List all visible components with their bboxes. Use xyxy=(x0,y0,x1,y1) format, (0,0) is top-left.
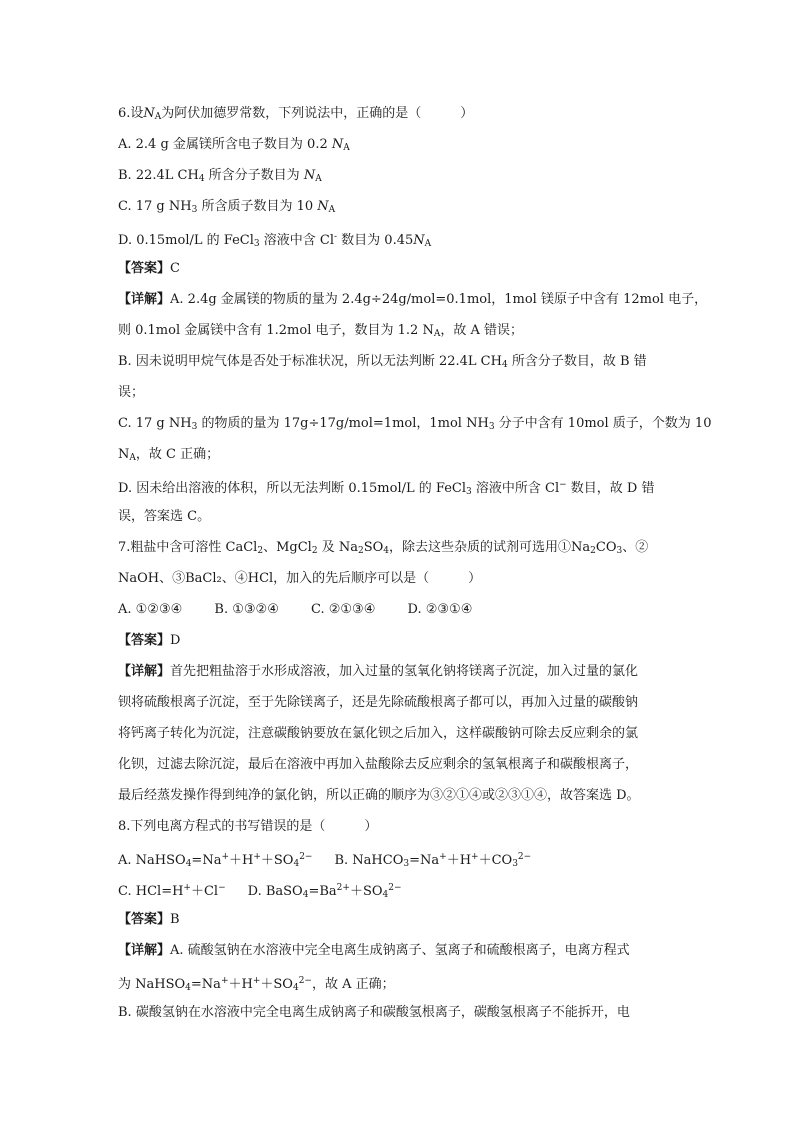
q7-stem-line-2: NaOH、③BaCl₂、④HCl，加入的先后顺序可以是（ ） xyxy=(118,571,482,586)
document-page xyxy=(118,98,712,1028)
q8-detail-line-2: 为 $NaHSO_4=Na^++H^++SO_4^{2-}$，故 A 正确； xyxy=(118,976,395,993)
q7-detail-line-5: 最后经蒸发操作得到纯净的氯化钠，所以正确的顺序为③②①④或②③①④，故答案选 D。 xyxy=(118,788,640,803)
q6-detail-line-3: B. 因未说明甲烷气体是否处于标准状况，所以无法判断 22.4L $CH_4$ 所含分子数目，故 B 错 xyxy=(118,354,647,370)
q6-option-b: B. 22.4L $CH_4$ 所含分子数目为 $N_A$ xyxy=(118,168,322,184)
q6-detail-line-2: 则 0.1mol 金属镁中含有 1.2mol 电子，数目为 1.2 $N_A$，故 A 错误； xyxy=(118,323,523,339)
q8-stem: 8.下列电离方程式的书写错误的是（ ） xyxy=(118,819,378,834)
q6-answer: 【答案】C xyxy=(118,261,180,276)
q8-option-b: B. $NaHCO_3=Na^++H^++CO_3^{2-}$ xyxy=(334,852,532,869)
q6-detail-line-7: D. 因未给出溶液的体积，所以无法判断 0.15mol/L 的 FeCl$_3$ 溶液中所含 Cl− 数目，故 D 错 xyxy=(118,480,655,497)
q7-option-a: A. ①②③④ xyxy=(118,602,183,617)
q8-options-cd xyxy=(118,873,678,904)
q8-option-a: A. $NaHSO_4=Na^++H^++SO_4^{2-}$ xyxy=(118,852,313,869)
q7-detail-line-4: 化钡，过滤去除沉淀，最后在溶液中再加入盐酸除去反应剩余的氢氧根离子和碳酸根离子， xyxy=(118,757,639,772)
q6-detail-line-1: 【详解】A. 2.4g 金属镁的物质的量为 2.4g÷24g/mol=0.1mol，1mol 镁原子中含有 12mol 电子， xyxy=(118,292,708,307)
q7-stem-line-1: 7.粗盐中含可溶性 CaCl$_2$、MgCl$_2$ 及 $Na_2SO_4$，除去这些杂质的试剂可选用$①Na_2CO_3$、② xyxy=(118,540,649,556)
q6-detail-line-4: 误； xyxy=(118,385,145,400)
q7-answer: 【答案】D xyxy=(118,633,181,648)
q8-options-ab xyxy=(118,842,678,873)
q8-detail-line-1: 【详解】A. 硫酸氢钠在水溶液中完全电离生成钠离子、氢离子和硫酸根离子，电离方程式 xyxy=(118,943,630,958)
q7-option-c: C. ②①③④ xyxy=(311,602,376,617)
q6-option-d: D. 0.15mol/L 的 FeCl$_3$ 溶液中含 Cl- 数目为 $0.45N_A$ xyxy=(118,232,432,249)
q7-options xyxy=(118,594,678,625)
q6-stem: 6.设$N_A$为阿伏加德罗常数，下列说法中，正确的是（ ） xyxy=(118,106,474,122)
q7-option-d: D. ②③①④ xyxy=(407,602,473,617)
q7-detail-line-1: 【详解】首先把粗盐溶于水形成溶液，加入过量的氢氧化钠将镁离子沉淀，加入过量的氯化 xyxy=(118,664,639,679)
q8-answer: 【答案】B xyxy=(118,912,180,927)
q6-detail-line-8: 误，答案选 C。 xyxy=(118,509,211,524)
q6-detail-line-6: $N_A$，故 C 正确； xyxy=(118,447,220,463)
q8-option-c: C. HCl=H+＋Cl− xyxy=(118,883,226,899)
q7-detail-line-3: 将钙离子转化为沉淀，注意碳酸钠要放在氯化钡之后加入，这样碳酸钠可除去反应剩余的氯 xyxy=(118,726,639,741)
q7-option-b: B. ①③②④ xyxy=(214,602,279,617)
q6-detail-line-5: C. 17 g $NH_3$ 的物质的量为 17g÷17g/mol=1mol，1mol $NH_3$ 分子中含有 10mol 质子，个数为 10 xyxy=(118,416,712,432)
q8-option-d: D. $BaSO_4=Ba^{2+}+SO_4^{2-}$ xyxy=(247,883,402,900)
q8-detail-line-3: B. 碳酸氢钠在水溶液中完全电离生成钠离子和碳酸氢根离子，碳酸氢根离子不能拆开，电 xyxy=(118,1005,630,1020)
q6-option-c: C. 17 g $NH_3$ 所含质子数目为 10 $N_A$ xyxy=(118,199,336,215)
q6-option-a: A. 2.4 g 金属镁所含电子数目为 0.2 $N_A$ xyxy=(118,137,350,153)
q7-detail-line-2: 钡将硫酸根离子沉淀，至于先除镁离子，还是先除硫酸根离子都可以，再加入过量的碳酸钠 xyxy=(118,695,639,710)
